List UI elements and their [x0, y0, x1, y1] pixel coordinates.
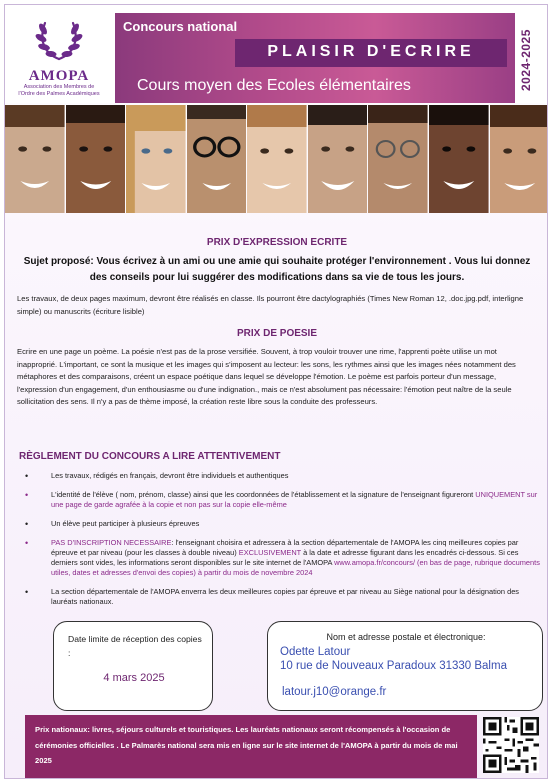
amopa-concours-link[interactable]: www.amopa.fr/concours/ (en bas de page, rubrique documents utiles, dates et adresses d'envoi des copies) à partir du mois de novembre 2024: [51, 558, 540, 577]
prizes-footer: [25, 715, 477, 779]
child-photo: [247, 105, 308, 213]
title-bar: [235, 39, 507, 67]
deadline-label: Date limite de réception des copies :: [68, 634, 202, 658]
rule-text: : l'enseignant choisira et adressera à la section départementale de l'AMOPA les cinq meilleures copies par épreuve et par niveau (pour les classes à double niveau): [51, 538, 519, 557]
rule-text: Un élève peut participer à plusieurs épreuves: [51, 519, 200, 528]
rule-text: L'identité de l'élève ( nom, prénom, classe) ainsi que les coordonnées de l'établissement et la signature de l'enseignant figureront: [51, 490, 476, 499]
deadline-box: [53, 621, 213, 711]
child-photo: [308, 105, 369, 213]
child-photo: [429, 105, 490, 213]
contact-name: Odette Latour: [280, 646, 351, 658]
rule-emphasis: PAS D'INSCRIPTION NECESSAIRE: [51, 538, 172, 547]
rule-emphasis: UNIQUEMENT sur une page de garde agrafée à la copie et non pas sur la copie elle-même: [51, 490, 538, 509]
poetry-prize-title: PRIX DE POESIE: [236, 328, 318, 339]
logo-subtitle-2: l'Ordre des Palmes Académiques: [18, 90, 100, 97]
address-label: Nom et adresse postale et électronique:: [326, 632, 486, 642]
contact-email[interactable]: latour.j10@orange.fr: [282, 686, 387, 698]
rule-item: [25, 471, 541, 481]
title-banner: [115, 13, 515, 103]
page-title: PLAISIR D'ECRIRE: [267, 43, 475, 60]
level-label: Cours moyen des Ecoles élémentaires: [137, 77, 411, 94]
child-photo: [187, 105, 248, 213]
logo-name: AMOPA: [28, 68, 90, 84]
contest-description: [17, 237, 537, 409]
rules-title: RÈGLEMENT DU CONCOURS A LIRE ATTENTIVEMENT: [19, 451, 281, 462]
rule-text: à la date et adresse figurant dans les encadrés ci-dessous. Si ces derniers sont vides, les informations seront disponibles sur le site internet de l'AMOPA: [51, 548, 519, 567]
child-photo: [5, 105, 66, 213]
palm-wreath-icon: [29, 15, 89, 63]
rule-item: [25, 519, 541, 529]
address-box: [267, 621, 543, 711]
rule-item: [25, 490, 541, 510]
rules-list: [25, 471, 541, 616]
child-photo: [126, 105, 187, 213]
rule-text: La section départementale de l'AMOPA enverra les deux meilleures copies par épreuve et par niveau au Siège national pour la désignation des lauréats nationaux.: [51, 587, 519, 606]
bullet: •: [25, 471, 29, 481]
bullet: •: [25, 519, 29, 529]
deadline-date: 4 mars 2025: [103, 672, 165, 684]
child-photo: [66, 105, 127, 213]
prizes-text: Prix nationaux: livres, séjours culturels et touristiques. Les lauréats nationaux seront récompensés à l'occasion de cérémonies officielles . Le Palmarès national sera mis en ligne sur le site internet de l'AMOPA à partir du mois de mai 2025: [35, 725, 458, 765]
bullet: •: [25, 490, 29, 500]
year-box: [517, 13, 547, 103]
bullet: •: [25, 538, 29, 548]
prose-subject: Sujet proposé: Vous écrivez à un ami ou une amie qui souhaite protéger l'environnement . Vous lui donnez des conseils pour lui suggérer des modifications dans sa vie de tous les jours.: [23, 256, 531, 283]
rule-item: [25, 587, 541, 607]
prose-prize-title: PRIX D'EXPRESSION ECRITE: [206, 237, 348, 248]
amopa-logo: [9, 15, 109, 99]
year-label: 2024-2025: [519, 29, 533, 91]
rule-item: [25, 538, 541, 578]
children-photo-strip: [5, 105, 548, 213]
rule-text: Les travaux, rédigés en français, devront être individuels et authentiques: [51, 471, 289, 480]
child-photo: [490, 105, 549, 213]
bullet: •: [25, 587, 29, 597]
postal-address: 10 rue de Nouveaux Paradoux 31330 Balma: [280, 660, 507, 672]
flyer-page: [4, 4, 548, 779]
rule-emphasis: EXCLUSIVEMENT: [238, 548, 302, 557]
child-photo: [368, 105, 429, 213]
poetry-text: Ecrire en une page un poème. La poésie n'est pas de la prose versifiée. Souvent, à trop vouloir trouver une rime, l'apprenti poète utilise un mot inapproprié. L'important, ce sont la musique et les images qui s'imposent au lecteur: les sons, les rythmes ainsi que les images nées notamment des métaphores et des comparaisons, créent un espace poétique dans lequel se développe l'émotion. Le poème est parfois porteur d'un message, l'expression d'un engagement, d'un enthousiasme ou d'une indignation., mais ce n'est absolument pas nécessaire: l'émotion peut naître de la seule sollicitation des sens. Il n'y a pas de thème imposé, la création reste libre sous la conduite des professeurs.: [17, 347, 516, 406]
concours-label: Concours national: [123, 19, 238, 34]
qr-code-icon[interactable]: [483, 717, 539, 773]
logo-subtitle-1: Association des Membres de: [23, 84, 95, 90]
prose-details: Les travaux, de deux pages maximum, devront être réalisés en classe. Ils pourront être dactylographiés (Times New Roman 12, .doc.jpg.pdf, interligne simple) ou manuscrits (écriture lisible): [17, 294, 524, 316]
header: [5, 5, 548, 103]
